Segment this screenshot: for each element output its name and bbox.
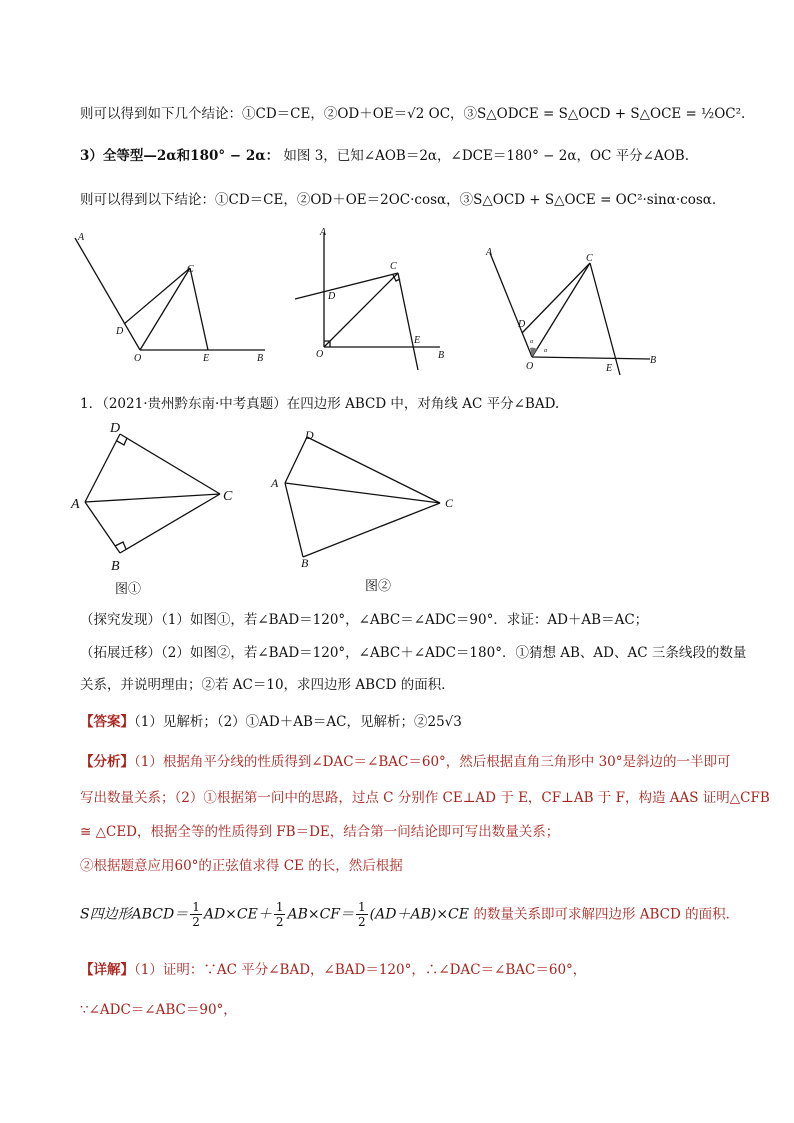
detail-tag: 【详解】 (80, 962, 134, 978)
fraction-half-1: $\frac{1}{2}$ (192, 900, 200, 929)
area-formula (80, 900, 739, 929)
geometry-figure-1 (70, 228, 270, 368)
conclusion-line-1: 则可以得到如下几个结论：①CD＝CE，②OD＋OE＝√2 OC，③S△ODCE = S△OCD + S△OCE = ½OC². (80, 106, 746, 122)
question-1-stem: 1．（2021·贵州黔东南·中考真题）在四边形 ABCD 中，对角线 AC 平分∠BAD. (80, 396, 560, 412)
part-2-prompt: （拓展迁移）（2）如图②，若∠BAD＝120°，∠ABC＋∠ADC＝180°．①猜想 AB、AD、AC 三条线段的数量 (80, 645, 747, 661)
conclusion-line-2: 则可以得到以下结论：①CD＝CE，②OD＋OE＝2OC·cosα，③S△OCD + S△OCE = OC²·sinα·cosα. (80, 192, 717, 208)
ray-ob (532, 357, 650, 359)
svg-text:C: C (586, 253, 593, 264)
segment-ce (190, 268, 208, 350)
quadrilateral-figure-2 (265, 425, 465, 570)
svg-text:D: D (518, 319, 526, 330)
segment-dc (120, 434, 220, 494)
analysis-text-1: （1）根据角平分线的性质得到∠DAC＝∠BAC＝60°，然后根据直角三角形中 30°是斜边的一半即可 (134, 754, 731, 770)
svg-text:C: C (390, 261, 397, 272)
segment-ba (85, 502, 120, 553)
svg-text:D: D (328, 291, 336, 302)
svg-text:B: B (438, 350, 445, 361)
geometry-figure-2 (290, 225, 460, 370)
svg-text:B: B (257, 353, 264, 364)
segment-dc (295, 273, 398, 299)
svg-text:E: E (203, 353, 210, 364)
svg-text:A: A (320, 227, 327, 238)
svg-text:O: O (316, 349, 324, 360)
svg-text:E: E (414, 335, 421, 346)
svg-text:C: C (445, 496, 454, 510)
fraction-half-3: $\frac{1}{2}$ (358, 900, 366, 929)
svg-text:α: α (530, 339, 534, 345)
segment-dc (124, 268, 190, 324)
svg-text:D: D (305, 428, 314, 442)
svg-text:A: A (271, 476, 279, 490)
formula-lhs: S四边形ABCD＝ (80, 906, 189, 923)
ray-oa (490, 253, 532, 357)
answer-tag: 【答案】 (80, 714, 134, 730)
part-2-prompt-cont: 关系，并说明理由；②若 AC＝10，求四边形 ABCD 的面积． (80, 677, 455, 693)
segment-dc (307, 437, 440, 503)
segment-cb (303, 503, 440, 557)
svg-text:B: B (650, 355, 657, 366)
figure-2-caption: 图② (365, 578, 392, 593)
type-body: 如图 3，已知∠AOB＝2α，∠DCE＝180° − 2α，OC 平分∠AOB. (283, 148, 690, 164)
segment-ba (285, 483, 303, 557)
figure-1-caption: 图① (115, 581, 142, 596)
segment-oc (324, 273, 398, 347)
svg-text:A: A (78, 232, 85, 243)
ray-oa (75, 238, 140, 350)
svg-text:E: E (606, 363, 613, 374)
fraction-half-2: $\frac{1}{2}$ (275, 900, 284, 929)
quadrilateral-figure-1 (65, 420, 255, 572)
formula-term-2: AB×CF＝ (287, 906, 355, 923)
formula-tail: 的数量关系即可求解四边形 ABCD 的面积． (473, 906, 740, 923)
svg-text:α: α (544, 348, 548, 354)
part-1-prompt: （探究发现）（1）如图①，若∠BAD＝120°，∠ABC＝∠ADC＝90°．求证：AD＋AB＝AC； (80, 612, 649, 628)
segment-ce (398, 273, 421, 370)
answer-body: （1）见解析；（2）①AD＋AB＝AC，见解析；②25√3 (134, 714, 462, 730)
analysis-tag: 【分析】 (80, 754, 134, 770)
analysis-line-2: 写出数量关系；（2）①根据第一问中的思路，过点 C 分别作 CE⊥AD 于 E，CF⊥AB 于 F，构造 AAS 证明△CFB (80, 790, 770, 806)
segment-oc (140, 268, 190, 350)
svg-text:D: D (110, 421, 121, 436)
formula-term-1: AD×CE＋ (203, 906, 272, 923)
segment-cb (120, 494, 220, 553)
svg-text:O: O (526, 361, 534, 372)
svg-text:B: B (111, 559, 120, 572)
svg-text:B: B (301, 556, 309, 570)
diagonal-ac (85, 494, 220, 502)
segment-ad (285, 437, 307, 483)
svg-text:C: C (187, 264, 194, 275)
answer-line (80, 712, 734, 732)
detail-line-2: ∵∠ADC＝∠ABC＝90°， (80, 1002, 237, 1018)
congruent-type-heading (80, 146, 734, 166)
svg-text:D: D (116, 326, 124, 337)
svg-text:O: O (134, 353, 142, 364)
segment-ad (85, 434, 120, 502)
type-title: 3）全等型—2α和180° − 2α： (80, 148, 280, 164)
svg-text:C: C (223, 489, 233, 504)
svg-text:A: A (486, 247, 493, 258)
detail-line-1 (80, 960, 734, 980)
analysis-line-4: ②根据题意应用60°的正弦值求得 CE 的长，然后根据 (80, 858, 403, 874)
diagonal-ac (285, 483, 440, 503)
analysis-line-1 (80, 752, 734, 772)
detail-text-1: （1）证明：∵AC 平分∠BAD，∠BAD＝120°，∴∠DAC＝∠BAC＝60°， (134, 962, 587, 978)
geometry-figure-3 (480, 245, 665, 380)
segment-oc (532, 263, 590, 357)
formula-term-3: (AD＋AB)×CE (369, 906, 469, 923)
analysis-line-3: ≅ △CED，根据全等的性质得到 FB＝DE，结合第一问结论即可写出数量关系； (80, 824, 560, 840)
svg-text:A: A (71, 497, 80, 512)
segment-dc (522, 263, 590, 333)
